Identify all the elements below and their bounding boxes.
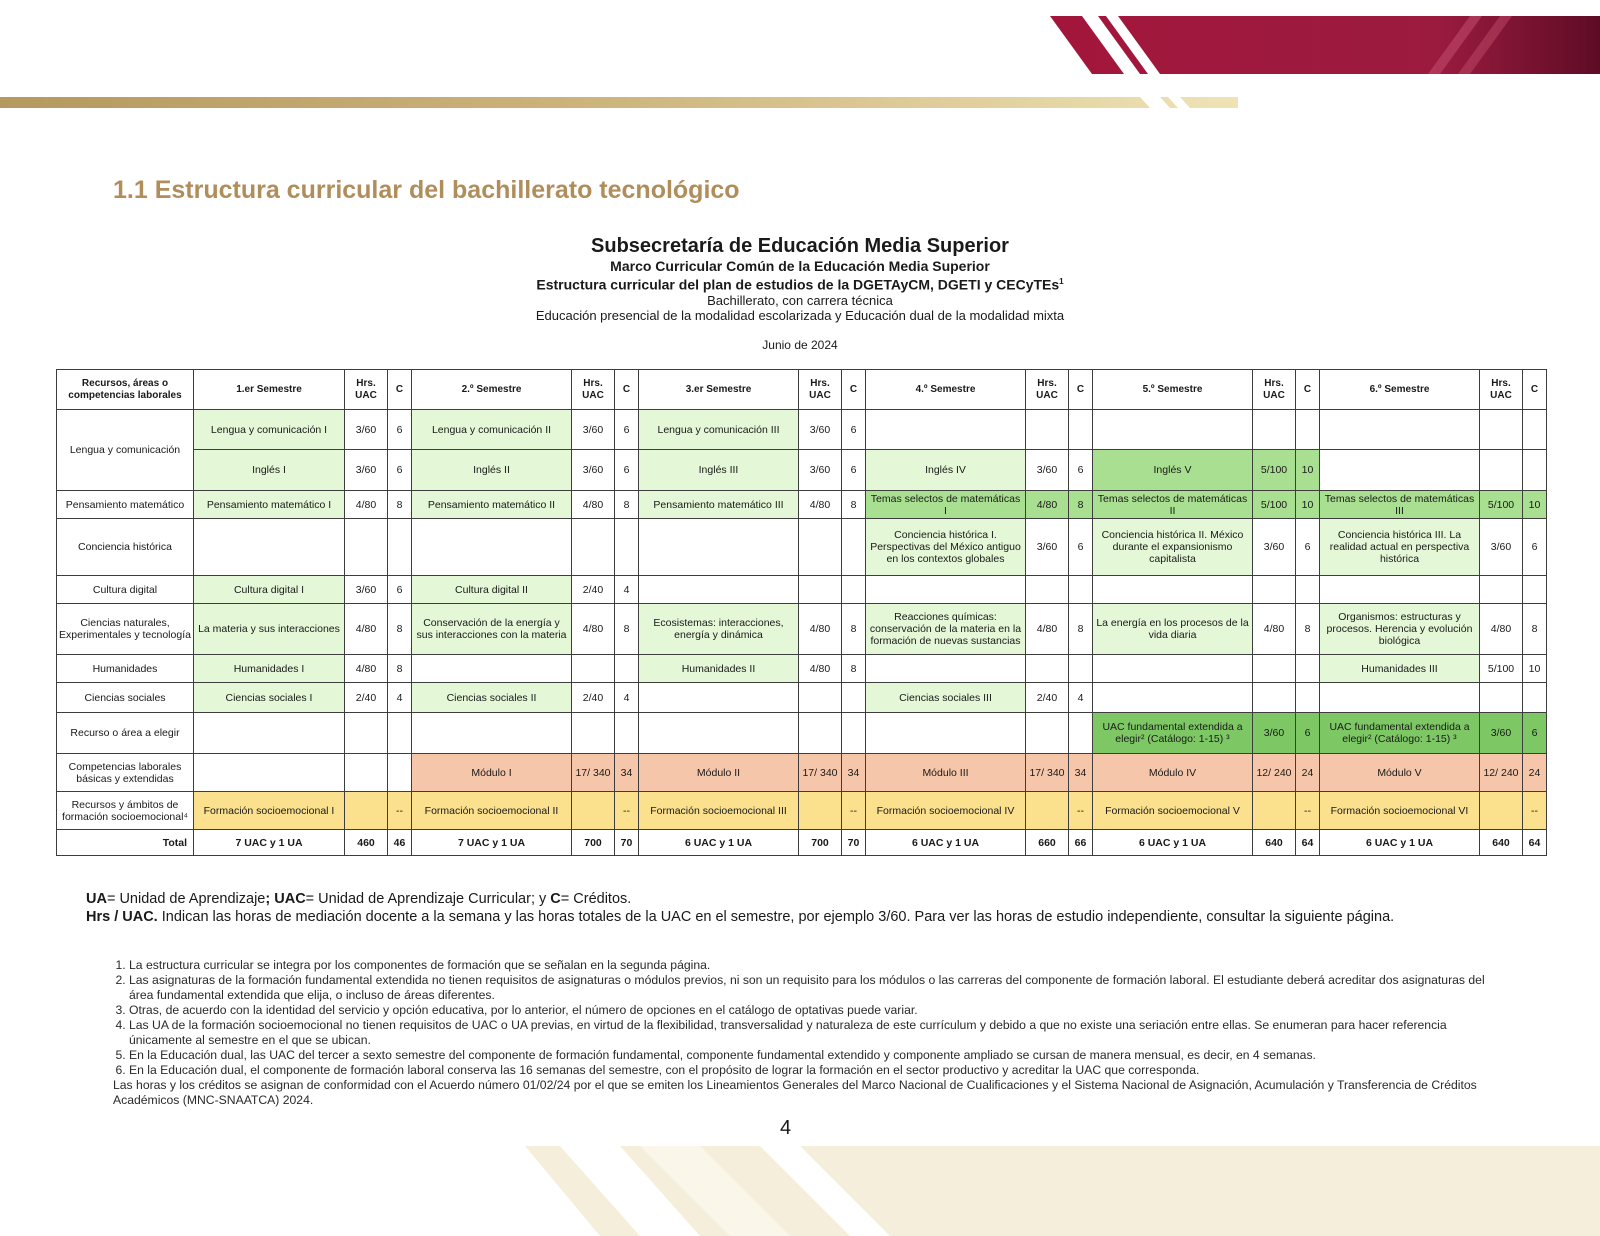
empty-cell <box>1296 655 1320 683</box>
empty-cell <box>1069 655 1093 683</box>
hours-cell: 3/60 <box>799 450 842 491</box>
empty-cell <box>1480 683 1523 713</box>
credits-cell: -- <box>1523 792 1547 830</box>
table-row-total <box>57 830 1547 856</box>
empty-cell <box>1026 713 1069 754</box>
hours-cell: 2/40 <box>345 683 388 713</box>
credits-cell: -- <box>1069 792 1093 830</box>
credits-cell: 6 <box>1296 519 1320 576</box>
total-subjects: 6 UAC y 1 UA <box>866 830 1026 856</box>
area-cell: Recurso o área a elegir <box>57 713 194 754</box>
footnote-item: 6. En la Educación dual, el componente de formación laboral conserva las 16 semanas del semestre, con el propósito de lograr la formación en el sector productivo y acreditar la UAC que corresponda. <box>129 1063 1493 1078</box>
header-hrs: Hrs. UAC <box>345 370 388 410</box>
header-areas: Recursos, áreas o competencias laborales <box>57 370 194 410</box>
subject-cell: Temas selectos de matemáticas I <box>866 491 1026 519</box>
page-number: 4 <box>780 1117 792 1139</box>
hours-cell: 17/ 340 <box>572 754 615 792</box>
area-cell: Conciencia histórica <box>57 519 194 576</box>
credits-cell: 24 <box>1523 754 1547 792</box>
legend-c-text: = Créditos. <box>560 891 632 907</box>
hours-cell: 3/60 <box>799 410 842 450</box>
footer-decoration <box>0 1146 1600 1236</box>
total-credits: 64 <box>1523 830 1547 856</box>
table-row-socioemocional <box>57 792 1547 830</box>
credits-cell: 6 <box>388 410 412 450</box>
credits-cell: 6 <box>615 450 639 491</box>
empty-cell <box>842 683 866 713</box>
header-semester-2: 2.º Semestre <box>412 370 572 410</box>
total-credits: 70 <box>842 830 866 856</box>
subject-cell: Conciencia histórica III. La realidad actual en perspectiva histórica <box>1320 519 1480 576</box>
header-line-1: Bachillerato, con carrera técnica <box>707 292 893 308</box>
hours-cell <box>1026 792 1069 830</box>
table-row-recurso <box>57 713 1547 754</box>
hours-cell: 2/40 <box>572 576 615 604</box>
area-cell: Competencias laborales básicas y extendidas <box>57 754 194 792</box>
credits-cell: -- <box>615 792 639 830</box>
curriculum-table <box>56 369 1547 856</box>
total-hours: 700 <box>572 830 615 856</box>
table-row-pensamiento <box>57 491 1547 519</box>
empty-cell <box>1523 410 1547 450</box>
hours-cell: 2/40 <box>572 683 615 713</box>
hours-cell: 12/ 240 <box>1253 754 1296 792</box>
hours-cell: 3/60 <box>1253 519 1296 576</box>
empty-cell <box>1026 655 1069 683</box>
credits-cell: 8 <box>1069 491 1093 519</box>
credits-cell: 6 <box>1069 450 1093 491</box>
empty-cell <box>1026 576 1069 604</box>
empty-cell <box>866 713 1026 754</box>
footnote-list <box>113 958 1493 1078</box>
hours-cell: 4/80 <box>345 604 388 655</box>
subject-cell: La materia y sus interacciones <box>194 604 345 655</box>
hours-cell: 12/ 240 <box>1480 754 1523 792</box>
credits-cell: 8 <box>842 604 866 655</box>
footnote-item: 1. La estructura curricular se integra por los componentes de formación que se señalan en la segunda página. <box>129 958 1493 973</box>
credits-cell: 6 <box>388 576 412 604</box>
credits-cell: 6 <box>1523 713 1547 754</box>
empty-cell <box>1320 450 1480 491</box>
footnotes <box>113 958 1493 1108</box>
credits-cell: 8 <box>615 604 639 655</box>
subject-cell: Organismos: estructuras y procesos. Herencia y evolución biológica <box>1320 604 1480 655</box>
subject-cell: Cultura digital II <box>412 576 572 604</box>
header-c: C <box>1523 370 1547 410</box>
footnote-item: 2. Las asignaturas de la formación fundamental extendida no tienen requisitos de asignaturas o módulos previos, ni son un requisito para los módulos o las carreras del componente de formación laboral. El estudiante deberá acreditar dos asignaturas del área fundamental extendida que elija, o incluso de áreas diferentes. <box>129 973 1493 1003</box>
subject-cell: Formación socioemocional V <box>1093 792 1253 830</box>
empty-cell <box>1069 576 1093 604</box>
empty-cell <box>1320 576 1480 604</box>
header-c: C <box>388 370 412 410</box>
header-hrs: Hrs. UAC <box>1480 370 1523 410</box>
empty-cell <box>1093 576 1253 604</box>
hours-cell <box>345 792 388 830</box>
credits-cell: 6 <box>1523 519 1547 576</box>
hours-cell: 4/80 <box>345 491 388 519</box>
subject-cell: Ciencias sociales III <box>866 683 1026 713</box>
empty-cell <box>1093 655 1253 683</box>
empty-cell <box>1093 683 1253 713</box>
hours-cell: 3/60 <box>345 450 388 491</box>
credits-cell: -- <box>388 792 412 830</box>
subject-cell: Inglés IV <box>866 450 1026 491</box>
total-subjects: 6 UAC y 1 UA <box>1320 830 1480 856</box>
hours-cell: 5/100 <box>1253 450 1296 491</box>
total-credits: 64 <box>1296 830 1320 856</box>
total-subjects: 7 UAC y 1 UA <box>194 830 345 856</box>
footnote-item: 3. Otras, de acuerdo con la identidad del servicio y opción educativa, por lo anterior, el número de opciones en el catálogo de optativas puede variar. <box>129 1003 1493 1018</box>
header-title: Subsecretaría de Educación Media Superior <box>591 235 1009 257</box>
credits-cell: 8 <box>1523 604 1547 655</box>
total-subjects: 6 UAC y 1 UA <box>639 830 799 856</box>
header-line-2: Educación presencial de la modalidad escolarizada y Educación dual de la modalidad mixta <box>535 307 1065 323</box>
header-hrs: Hrs. UAC <box>799 370 842 410</box>
subject-cell: Pensamiento matemático II <box>412 491 572 519</box>
table-row-ingles <box>57 450 1547 491</box>
subject-cell: Módulo III <box>866 754 1026 792</box>
empty-cell <box>866 410 1026 450</box>
empty-cell <box>799 713 842 754</box>
subject-cell: Formación socioemocional II <box>412 792 572 830</box>
hours-cell: 3/60 <box>1026 519 1069 576</box>
empty-cell <box>1069 410 1093 450</box>
empty-cell <box>194 519 345 576</box>
area-cell: Ciencias naturales, Experimentales y tecnología <box>57 604 194 655</box>
table-row-competencias <box>57 754 1547 792</box>
total-subjects: 6 UAC y 1 UA <box>1093 830 1253 856</box>
empty-cell <box>842 713 866 754</box>
subject-cell: Lengua y comunicación II <box>412 410 572 450</box>
hours-cell: 4/80 <box>572 604 615 655</box>
header-semester-4: 4.º Semestre <box>866 370 1026 410</box>
hours-cell: 3/60 <box>345 576 388 604</box>
credits-cell: 4 <box>388 683 412 713</box>
subject-cell: Formación socioemocional III <box>639 792 799 830</box>
subject-cell: Módulo V <box>1320 754 1480 792</box>
credits-cell: 10 <box>1523 655 1547 683</box>
hours-cell: 4/80 <box>1026 491 1069 519</box>
hours-cell: 3/60 <box>572 450 615 491</box>
empty-cell <box>842 576 866 604</box>
empty-cell <box>1523 683 1547 713</box>
subject-cell: Conservación de la energía y sus interacciones con la materia <box>412 604 572 655</box>
header-semester-1: 1.er Semestre <box>194 370 345 410</box>
empty-cell <box>799 683 842 713</box>
subject-cell: Inglés II <box>412 450 572 491</box>
credits-cell: 6 <box>1296 713 1320 754</box>
credits-cell: 8 <box>842 491 866 519</box>
credits-cell: 4 <box>615 683 639 713</box>
header-subtitle-1: Marco Curricular Común de la Educación Media Superior <box>610 258 990 274</box>
subject-cell: Reacciones químicas: conservación de la materia en la formación de nuevas sustancias <box>866 604 1026 655</box>
area-cell: Humanidades <box>57 655 194 683</box>
empty-cell <box>388 754 412 792</box>
empty-cell <box>639 683 799 713</box>
subject-cell: Inglés III <box>639 450 799 491</box>
subject-cell: Módulo I <box>412 754 572 792</box>
subject-cell: La energía en los procesos de la vida diaria <box>1093 604 1253 655</box>
hours-cell: 4/80 <box>345 655 388 683</box>
table-row-ciencias <box>57 604 1547 655</box>
hours-cell: 4/80 <box>799 655 842 683</box>
empty-cell <box>412 713 572 754</box>
credits-cell: 34 <box>842 754 866 792</box>
total-hours: 700 <box>799 830 842 856</box>
total-credits: 46 <box>388 830 412 856</box>
empty-cell <box>412 519 572 576</box>
header-c: C <box>842 370 866 410</box>
header-semester-5: 5.º Semestre <box>1093 370 1253 410</box>
legend-uac: UAC <box>274 891 306 907</box>
hours-cell: 5/100 <box>1253 491 1296 519</box>
empty-cell <box>615 519 639 576</box>
total-hours: 460 <box>345 830 388 856</box>
total-subjects: 7 UAC y 1 UA <box>412 830 572 856</box>
legend-c: C <box>550 891 561 907</box>
hours-cell: 4/80 <box>799 491 842 519</box>
total-hours: 640 <box>1253 830 1296 856</box>
empty-cell <box>1320 410 1480 450</box>
empty-cell <box>1253 683 1296 713</box>
empty-cell <box>572 713 615 754</box>
hours-cell: 17/ 340 <box>799 754 842 792</box>
empty-cell <box>1253 655 1296 683</box>
hours-cell: 3/60 <box>572 410 615 450</box>
empty-cell <box>1296 576 1320 604</box>
table-header-row <box>57 370 1547 410</box>
subject-cell: Humanidades II <box>639 655 799 683</box>
hours-cell: 4/80 <box>572 491 615 519</box>
subject-cell: Módulo IV <box>1093 754 1253 792</box>
subject-cell: Lengua y comunicación I <box>194 410 345 450</box>
empty-cell <box>412 655 572 683</box>
credits-cell: 8 <box>388 655 412 683</box>
empty-cell <box>799 519 842 576</box>
subject-cell: Conciencia histórica II. México durante el expansionismo capitalista <box>1093 519 1253 576</box>
credits-cell: 8 <box>388 491 412 519</box>
empty-cell <box>639 519 799 576</box>
subject-cell: Formación socioemocional IV <box>866 792 1026 830</box>
area-cell: Lengua y comunicación <box>57 410 194 491</box>
legend-hrs: Hrs / UAC. <box>86 909 158 925</box>
hours-cell: 4/80 <box>799 604 842 655</box>
legend-uac-text: = Unidad de Aprendizaje Curricular; y <box>305 891 547 907</box>
empty-cell <box>1480 576 1523 604</box>
subject-cell: Humanidades III <box>1320 655 1480 683</box>
empty-cell <box>1026 410 1069 450</box>
subject-cell: Pensamiento matemático III <box>639 491 799 519</box>
credits-cell: 34 <box>615 754 639 792</box>
legend-ua: UA <box>86 891 107 907</box>
empty-cell <box>615 713 639 754</box>
hours-cell: 3/60 <box>1480 713 1523 754</box>
table-row-conciencia <box>57 519 1547 576</box>
credits-cell: -- <box>842 792 866 830</box>
header-hrs: Hrs. UAC <box>572 370 615 410</box>
empty-cell <box>866 655 1026 683</box>
subject-cell: Cultura digital I <box>194 576 345 604</box>
empty-cell <box>388 519 412 576</box>
credits-cell: 10 <box>1296 491 1320 519</box>
credits-cell: 6 <box>842 450 866 491</box>
hours-cell: 3/60 <box>1480 519 1523 576</box>
empty-cell <box>1480 410 1523 450</box>
hours-cell <box>799 792 842 830</box>
hours-cell: 3/60 <box>1253 713 1296 754</box>
header-semester-3: 3.er Semestre <box>639 370 799 410</box>
empty-cell <box>1320 683 1480 713</box>
header-c: C <box>615 370 639 410</box>
subject-cell: Inglés I <box>194 450 345 491</box>
empty-cell <box>1093 410 1253 450</box>
subject-cell: Ecosistemas: interacciones, energía y dinámica <box>639 604 799 655</box>
credits-cell: 8 <box>388 604 412 655</box>
empty-cell <box>1523 450 1547 491</box>
credits-cell: 10 <box>1296 450 1320 491</box>
area-cell: Cultura digital <box>57 576 194 604</box>
legend-line-2 <box>86 908 1566 926</box>
empty-cell <box>842 519 866 576</box>
credits-cell: 8 <box>1069 604 1093 655</box>
header-date: Junio de 2024 <box>762 337 838 352</box>
empty-cell <box>639 576 799 604</box>
subject-cell: Módulo II <box>639 754 799 792</box>
closing-note: Las horas y los créditos se asignan de conformidad con el Acuerdo número 01/02/24 por el que se emiten los Lineamientos Generales del Marco Nacional de Cualificaciones y el Sistema Nacional de Asignación, Acumulación y Transferencia de Créditos Académicos (MNC-SNAATCA) 2024. <box>113 1078 1477 1107</box>
document-header <box>280 234 1320 352</box>
hours-cell: 2/40 <box>1026 683 1069 713</box>
subject-cell: Conciencia histórica I. Perspectivas del México antiguo en los contextos globales <box>866 519 1026 576</box>
credits-cell: 6 <box>1069 519 1093 576</box>
empty-cell <box>866 576 1026 604</box>
header-subtitle-2-text: Estructura curricular del plan de estudios de la DGETAyCM, DGETI y CECyTEs <box>536 276 1060 293</box>
credits-cell: 6 <box>615 410 639 450</box>
subject-cell: UAC fundamental extendida a elegir² (Catálogo: 1-15) ³ <box>1093 713 1253 754</box>
header-hrs: Hrs. UAC <box>1026 370 1069 410</box>
empty-cell <box>1296 683 1320 713</box>
credits-cell: 8 <box>615 491 639 519</box>
total-hours: 660 <box>1026 830 1069 856</box>
hours-cell: 4/80 <box>1253 604 1296 655</box>
table-row-humanidades <box>57 655 1547 683</box>
legend-ua-text: = Unidad de Aprendizaje <box>106 891 266 907</box>
hours-cell: 4/80 <box>1480 604 1523 655</box>
total-hours: 640 <box>1480 830 1523 856</box>
empty-cell <box>345 754 388 792</box>
empty-cell <box>388 713 412 754</box>
section-title: 1.1 Estructura curricular del bachillerato tecnológico <box>113 176 740 204</box>
hours-cell: 3/60 <box>1026 450 1069 491</box>
area-cell: Pensamiento matemático <box>57 491 194 519</box>
legend-semicolon: ; <box>265 891 271 907</box>
subject-cell: Formación socioemocional I <box>194 792 345 830</box>
empty-cell <box>1480 450 1523 491</box>
credits-cell: 10 <box>1523 491 1547 519</box>
credits-cell: 4 <box>1069 683 1093 713</box>
subject-cell: UAC fundamental extendida a elegir² (Catálogo: 1-15) ³ <box>1320 713 1480 754</box>
header-subtitle-2 <box>280 274 1320 293</box>
total-label: Total <box>57 830 194 856</box>
empty-cell <box>572 519 615 576</box>
hours-cell <box>1480 792 1523 830</box>
empty-cell <box>345 519 388 576</box>
empty-cell <box>1253 410 1296 450</box>
subject-cell: Pensamiento matemático I <box>194 491 345 519</box>
subject-cell: Inglés V <box>1093 450 1253 491</box>
credits-cell: 6 <box>842 410 866 450</box>
abbreviations-legend <box>86 890 1566 926</box>
hours-cell <box>572 792 615 830</box>
header-c: C <box>1069 370 1093 410</box>
subject-cell: Humanidades I <box>194 655 345 683</box>
header-hrs: Hrs. UAC <box>1253 370 1296 410</box>
empty-cell <box>572 655 615 683</box>
footnote-ref: 1 <box>1059 277 1064 286</box>
hours-cell: 17/ 340 <box>1026 754 1069 792</box>
footnote-item: 5. En la Educación dual, las UAC del tercer a sexto semestre del componente de formación fundamental, componente fundamental extendido y componente ampliado se cursan de manera mensual, es decir, en 4 semanas. <box>129 1048 1493 1063</box>
empty-cell <box>194 713 345 754</box>
empty-cell <box>1069 713 1093 754</box>
empty-cell <box>615 655 639 683</box>
credits-cell: 24 <box>1296 754 1320 792</box>
subject-cell: Ciencias sociales II <box>412 683 572 713</box>
total-credits: 70 <box>615 830 639 856</box>
table-row-lengua <box>57 410 1547 450</box>
legend-line-1 <box>86 890 1566 908</box>
empty-cell <box>1296 410 1320 450</box>
empty-cell <box>639 713 799 754</box>
hours-cell <box>1253 792 1296 830</box>
hours-cell: 5/100 <box>1480 655 1523 683</box>
header-semester-6: 6.º Semestre <box>1320 370 1480 410</box>
hours-cell: 3/60 <box>345 410 388 450</box>
area-cell: Recursos y ámbitos de formación socioemocional⁴ <box>57 792 194 830</box>
legend-hrs-text: Indican las horas de mediación docente a la semana y las horas totales de la UAC en el semestre, por ejemplo 3/60. Para ver las horas de estudio independiente, consultar la siguiente página. <box>157 909 1395 925</box>
table-row-cultura <box>57 576 1547 604</box>
credits-cell: 34 <box>1069 754 1093 792</box>
header-c: C <box>1296 370 1320 410</box>
credits-cell: 4 <box>615 576 639 604</box>
hours-cell: 4/80 <box>1026 604 1069 655</box>
empty-cell <box>345 713 388 754</box>
subject-cell: Temas selectos de matemáticas III <box>1320 491 1480 519</box>
subject-cell: Temas selectos de matemáticas II <box>1093 491 1253 519</box>
empty-cell <box>799 576 842 604</box>
credits-cell: 6 <box>388 450 412 491</box>
total-credits: 66 <box>1069 830 1093 856</box>
subject-cell: Ciencias sociales I <box>194 683 345 713</box>
credits-cell: -- <box>1296 792 1320 830</box>
empty-cell <box>1523 576 1547 604</box>
subject-cell: Lengua y comunicación III <box>639 410 799 450</box>
empty-cell <box>194 754 345 792</box>
credits-cell: 8 <box>842 655 866 683</box>
hours-cell: 5/100 <box>1480 491 1523 519</box>
area-cell: Ciencias sociales <box>57 683 194 713</box>
subject-cell: Formación socioemocional VI <box>1320 792 1480 830</box>
footnote-item: 4. Las UA de la formación socioemocional no tienen requisitos de UAC o UA previas, en virtud de la flexibilidad, transversalidad y naturaleza de este currículum y debido a que no existe una seriación entre ellas. Se enumeran para hacer referencia únicamente al semestre en el que se ubican. <box>129 1018 1493 1048</box>
empty-cell <box>1253 576 1296 604</box>
table-row-sociales <box>57 683 1547 713</box>
header-decoration <box>0 0 1600 120</box>
credits-cell: 8 <box>1296 604 1320 655</box>
